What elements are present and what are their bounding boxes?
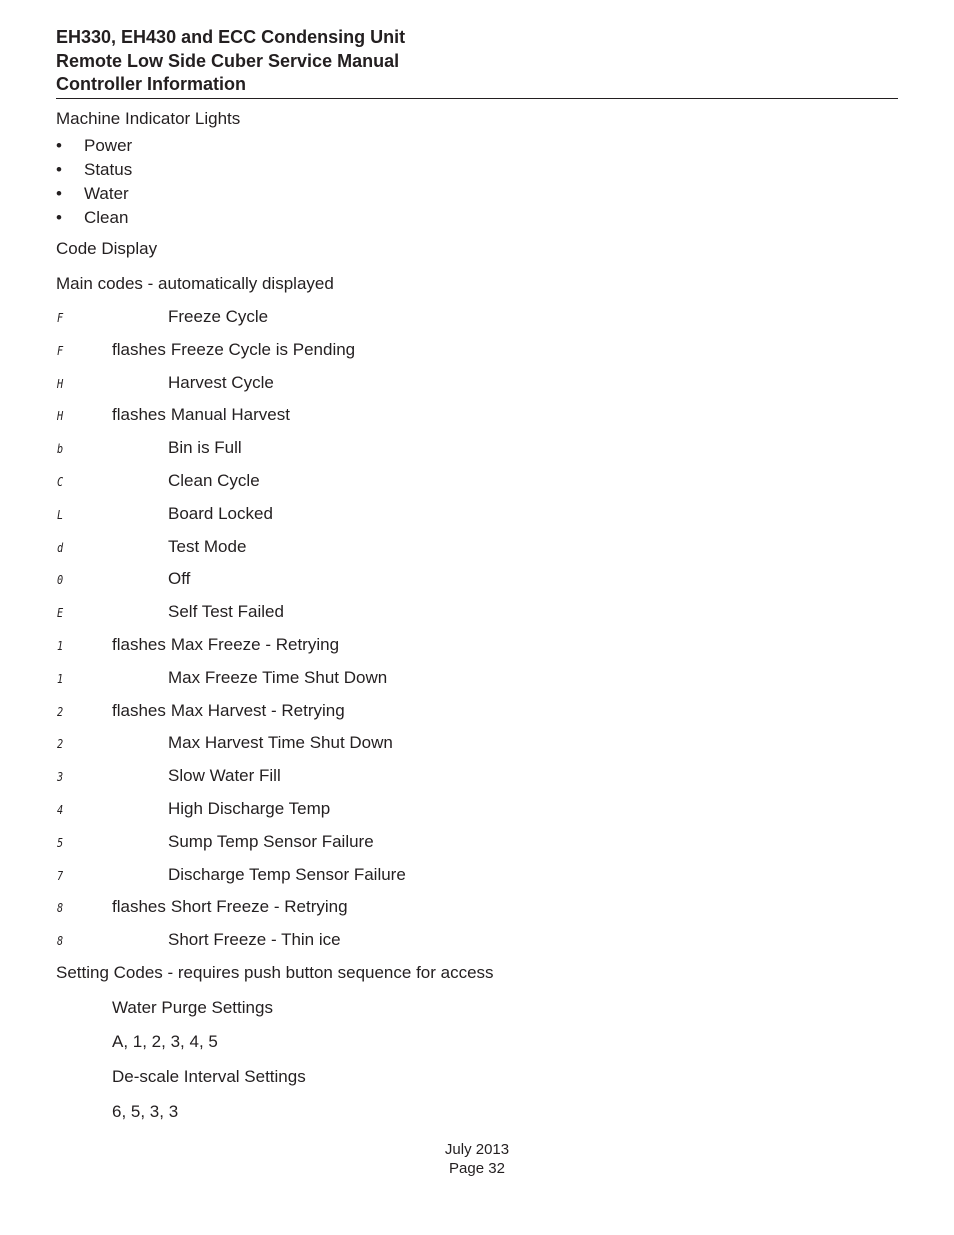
bullet-marker: • [56,136,62,155]
display-code: 5 [57,836,64,850]
display-code: 7 [57,869,64,883]
header-title-line-2: Remote Low Side Cuber Service Manual [56,50,400,71]
code-description: Board Locked [168,504,273,523]
header-title-line-1: EH330, EH430 and ECC Condensing Unit [56,27,406,47]
display-code: b [57,442,64,456]
bullet-marker: • [56,160,62,179]
display-code: H [57,377,64,391]
code-description: Discharge Temp Sensor Failure [168,865,406,884]
code-flashes-label: flashes [112,340,166,359]
header-rule [56,98,898,99]
header-section-title: Controller Information [56,74,246,94]
bullet-marker: • [56,184,62,203]
code-description: Off [168,569,191,588]
code-description: Max Harvest - Retrying [170,701,345,720]
display-code: L [57,508,64,522]
main-codes-subheading: Main codes - automatically displayed [56,274,334,293]
descale-interval-settings-values: 6, 5, 3, 3 [112,1102,179,1121]
indicator-item-water: Water [84,184,129,203]
display-code: 4 [57,803,64,817]
code-description: Harvest Cycle [168,373,274,392]
code-description: Max Harvest Time Shut Down [168,733,393,752]
code-description: Freeze Cycle [168,307,269,326]
display-code: 0 [57,573,64,587]
code-description: Max Freeze Time Shut Down [168,668,388,687]
code-description: Manual Harvest [170,405,290,424]
code-description: Clean Cycle [168,471,260,490]
code-flashes-label: flashes [112,405,166,424]
display-code: E [57,606,64,620]
code-description: Max Freeze - Retrying [170,635,340,654]
code-description: Freeze Cycle is Pending [170,340,356,359]
display-code: 3 [57,770,64,784]
code-flashes-label: flashes [112,701,166,720]
code-description: Short Freeze - Thin ice [168,930,341,949]
setting-codes-heading: Setting Codes - requires push button sequence for access [56,963,494,982]
indicator-item-power: Power [84,136,133,155]
footer-page-number: Page 32 [449,1160,505,1177]
descale-interval-settings-label: De-scale Interval Settings [112,1067,306,1086]
indicator-item-clean: Clean [84,208,129,227]
code-description: Bin is Full [168,438,242,457]
code-description: Short Freeze - Retrying [170,897,348,916]
display-code: 1 [57,672,64,686]
display-code: 8 [57,901,64,915]
code-flashes-label: flashes [112,897,166,916]
display-code: H [57,409,64,423]
water-purge-settings-label: Water Purge Settings [112,998,273,1017]
water-purge-settings-values: A, 1, 2, 3, 4, 5 [112,1032,218,1051]
display-code: F [57,311,64,325]
code-display-heading: Code Display [56,239,158,258]
indicator-lights-heading: Machine Indicator Lights [56,109,241,128]
page-header [56,26,898,97]
footer-date: July 2013 [444,1141,510,1158]
display-code: 2 [57,737,64,751]
code-description: Slow Water Fill [168,766,281,785]
display-code: F [57,344,64,358]
bullet-marker: • [56,208,62,227]
display-code: 2 [57,705,64,719]
display-code: 8 [57,934,64,948]
code-description: Self Test Failed [168,602,284,621]
code-description: Test Mode [168,537,247,556]
code-description: High Discharge Temp [168,799,331,818]
display-code: C [57,475,64,489]
display-code: d [57,541,64,555]
display-code: 1 [57,639,64,653]
indicator-item-status: Status [84,160,133,179]
code-flashes-label: flashes [112,635,166,654]
code-description: Sump Temp Sensor Failure [168,832,374,851]
